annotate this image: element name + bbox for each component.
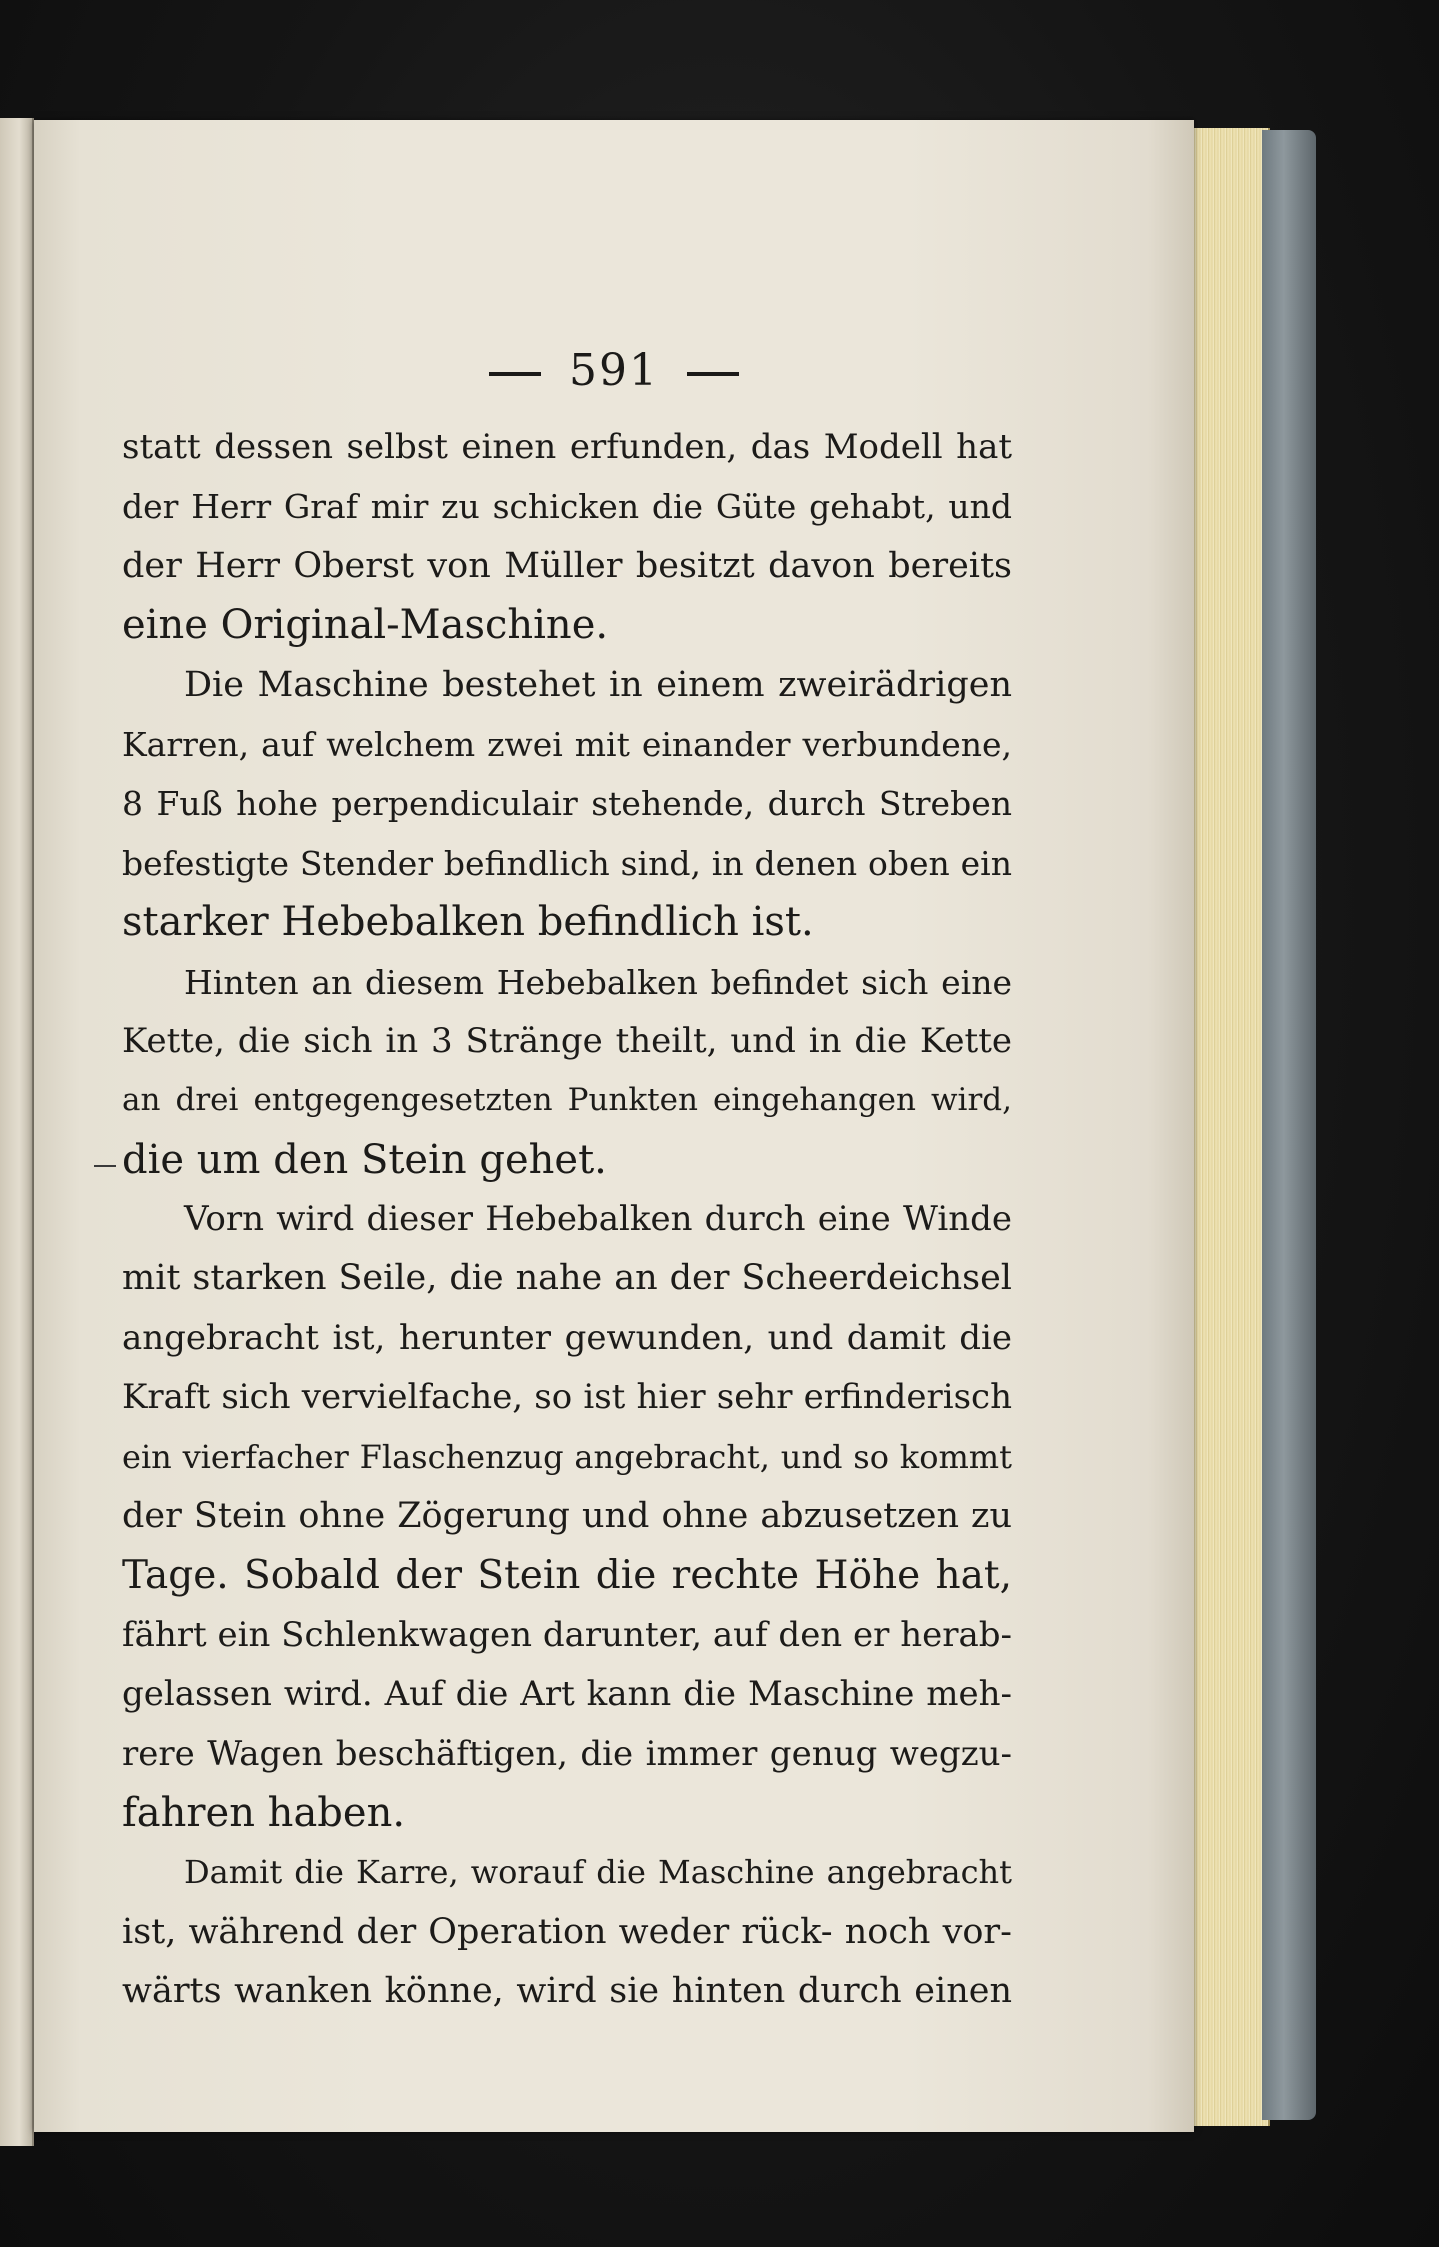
text-line: rere Wagen beschäftigen, die immer genug wegzu-	[122, 1733, 1012, 1774]
left-page-edge	[0, 118, 34, 2146]
text-line: Kraft sich vervielfache, so ist hier sehr erfinderisch	[122, 1377, 1012, 1418]
pencil-mark	[94, 1165, 116, 1167]
page-header	[34, 345, 1194, 396]
text-line: gelassen wird. Auf die Art kann die Maschine meh-	[122, 1674, 1012, 1715]
page-number: 591	[569, 345, 659, 396]
text-line: ein vierfacher Flaschenzug angebracht, und so kommt	[122, 1437, 1012, 1476]
page-block-edge	[1188, 128, 1270, 2126]
text-line: Damit die Karre, worauf die Maschine angebracht	[184, 1853, 1012, 1892]
text-line: starker Hebebalken befindlich ist.	[122, 899, 814, 946]
header-dash-left	[489, 372, 541, 376]
text-line: statt dessen selbst einen erfunden, das Modell hat	[122, 427, 1012, 467]
text-line: der Herr Oberst von Müller besitzt davon bereits	[122, 545, 1012, 586]
text-line: wärts wanken könne, wird sie hinten durch einen	[122, 1971, 1012, 2012]
text-line: Vorn wird dieser Hebebalken durch eine Winde	[184, 1199, 1012, 1240]
text-line: angebracht ist, herunter gewunden, und damit die	[122, 1317, 1012, 1358]
text-line: fahren haben.	[122, 1789, 406, 1836]
book-page	[34, 120, 1194, 2132]
text-line: 8 Fuß hohe perpendiculair stehende, durch Streben	[122, 784, 1012, 824]
text-line: Karren, auf welchem zwei mit einander verbundene,	[122, 724, 1012, 764]
text-line: ist, während der Operation weder rück- noch vor-	[122, 1911, 1012, 1952]
text-line: befestigte Stender befindlich sind, in denen oben ein	[122, 843, 1012, 883]
body-text	[122, 418, 1012, 2022]
text-line: Die Maschine bestehet in einem zweirädrigen	[184, 664, 1012, 705]
text-line: fährt ein Schlenkwagen darunter, auf den er herab-	[122, 1614, 1012, 1655]
text-line: der Herr Graf mir zu schicken die Güte gehabt, und	[122, 487, 1012, 527]
text-line: Kette, die sich in 3 Stränge theilt, und in die Kette	[122, 1020, 1012, 1061]
text-line: an drei entgegengesetzten Punkten eingehangen wird,	[122, 1082, 1012, 1119]
text-line: mit starken Seile, die nahe an der Scheerdeichsel	[122, 1258, 1012, 1299]
text-line: die um den Stein gehet.	[122, 1136, 607, 1183]
text-line: der Stein ohne Zögerung und ohne abzusetzen zu	[122, 1496, 1012, 1537]
text-line: eine Original-Maschine.	[122, 602, 609, 649]
text-line: Hinten an diesem Hebebalken befindet sich eine	[184, 962, 1012, 1002]
header-dash-right	[687, 372, 739, 376]
text-line: Tage. Sobald der Stein die rechte Höhe hat,	[122, 1553, 1012, 1599]
book-cover	[1262, 130, 1316, 2120]
